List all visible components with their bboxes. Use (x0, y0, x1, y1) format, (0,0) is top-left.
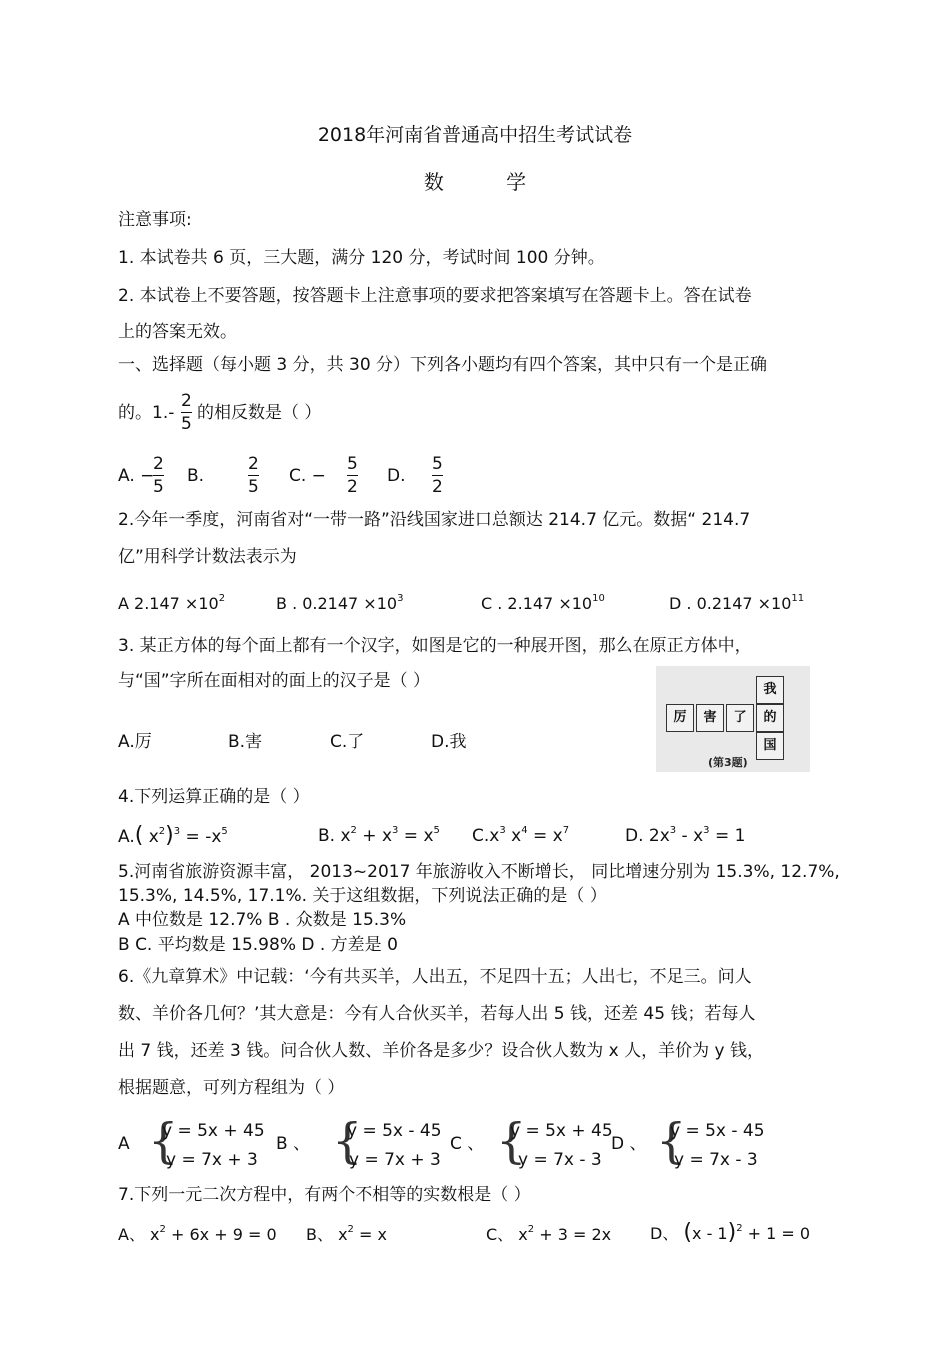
q1-option-d-label: D. (387, 466, 406, 486)
note-1: 1. 本试卷共 6 页，三大题，满分 120 分，考试时间 100 分钟。 (118, 248, 605, 268)
note-2-cont: 上的答案无效。 (118, 322, 237, 342)
q1-option-c-label: C. − (289, 466, 326, 486)
q1-option-c-fraction (347, 454, 358, 497)
q6-option-a-eq2: y = 7x + 3 (166, 1150, 258, 1170)
notes-heading: 注意事项: (118, 210, 192, 230)
q5-stem-line-2: 15.3%, 14.5%, 17.1%. 关于这组数据，下列说法正确的是（ ） (118, 886, 607, 906)
fraction-numerator: 2 (153, 454, 164, 474)
q3-stem-line-1: 3. 某正方体的每个面上都有一个汉字，如图是它的一种展开图，那么在原正方体中， (118, 636, 752, 656)
q2-option-a: A $2.147 \times 10^2$ (118, 593, 226, 613)
q6-stem-line-1: 6.《九章算术》中记载：‘今有共买羊，人出五，不足四十五；人出七，不足三。问人 (118, 967, 752, 987)
fraction-numerator: 2 (248, 454, 259, 474)
q6-option-a-eq1: y = 5x + 45 (162, 1121, 265, 1141)
q7-stem: 7.下列一元二次方程中，有两个不相等的实数根是（ ） (118, 1185, 531, 1205)
q5-options-c-d: B C. 平均数是 15.98% D . 方差是 0 (118, 935, 398, 955)
q6-option-c-brace: { (496, 1113, 527, 1169)
q6-option-d-eq1: y = 5x - 45 (670, 1121, 765, 1141)
net-cell-hai: 害 (696, 704, 724, 732)
figure-caption: (第3题) (708, 756, 748, 769)
q6-option-d-brace: { (656, 1113, 687, 1169)
q5-stem-line-1: 5.河南省旅游资源丰富， 2013~2017 年旅游收入不断增长， 同比增速分别为 15.3%, 12.7%, (118, 862, 840, 882)
fraction-denominator: 5 (181, 414, 192, 434)
q3-stem-line-2: 与“国”字所在面相对的面上的汉子是（ ） (118, 671, 431, 691)
q3-option-a: A.厉 (118, 732, 152, 752)
subject-heading (0, 166, 950, 195)
subject-char-2: 学 (506, 170, 527, 194)
q3-option-c: C.了 (330, 732, 365, 752)
q1-option-b-fraction (248, 454, 259, 497)
q7-option-a: A、 $x^2 + 6x + 9 = 0$ (118, 1224, 277, 1244)
q7-option-c: C、 $x^2 + 3 = 2x$ (486, 1224, 612, 1244)
q6-stem-line-2: 数、羊价各几何？’其大意是：今有人合伙买羊，若每人出 5 钱，还差 45 钱；若每人 (118, 1004, 756, 1024)
q1-stem-start: 的。1.- (118, 403, 175, 423)
q6-option-d-label: D 、 (611, 1134, 647, 1154)
q7-option-b: B、 $x^2 = x$ (306, 1224, 387, 1244)
q6-option-c-eq1: y = 5x + 45 (510, 1121, 613, 1141)
q2-option-b: B . $0.2147 \times 10^3$ (276, 593, 404, 613)
q5-options-a-b: A 中位数是 12.7% B . 众数是 15.3% (118, 910, 407, 930)
net-cell-de: 的 (756, 704, 784, 732)
q2-stem-line-2: 亿”用科学计数法表示为 (118, 547, 297, 567)
fraction-denominator: 2 (347, 477, 358, 497)
q4-option-c: $C.x^3$ $x^4 = x^7$ (472, 825, 570, 846)
q6-option-a-label: A (118, 1134, 130, 1154)
q6-option-a-brace: { (148, 1113, 179, 1169)
q3-option-b: B.害 (228, 732, 263, 752)
q1-fraction (181, 391, 192, 434)
q6-option-b-brace: { (332, 1113, 363, 1169)
q2-stem-line-1: 2.今年一季度，河南省对“一带一路”沿线国家进口总额达 214.7 亿元。数据“ 214.7 (118, 510, 751, 530)
net-cell-guo: 国 (756, 732, 784, 760)
net-cell-le: 了 (726, 704, 754, 732)
q6-stem-line-4: 根据题意，可列方程组为（ ） (118, 1078, 345, 1098)
q4-option-a: A.( $x^2)^3 = -x^5$ (118, 823, 228, 848)
q6-option-c-label: C 、 (450, 1134, 485, 1154)
exam-title: 2018年河南省普通高中招生考试试卷 (317, 124, 633, 146)
q6-option-d-eq2: y = 7x - 3 (674, 1150, 758, 1170)
fraction-denominator: 5 (153, 477, 164, 497)
q6-option-b-eq2: y = 7x + 3 (349, 1150, 441, 1170)
fraction-denominator: 2 (432, 477, 443, 497)
q1-stem-end: 的相反数是（ ） (197, 403, 322, 423)
q6-option-b-label: B 、 (276, 1134, 311, 1154)
section-1-heading: 一、选择题（每小题 3 分，共 30 分）下列各小题均有四个答案，其中只有一个是正确 (118, 355, 768, 375)
q2-option-c: C . $2.147 \times 10^{10}$ (481, 593, 605, 613)
q4-stem: 4.下列运算正确的是（ ） (118, 787, 310, 807)
q6-option-c-eq2: y = 7x - 3 (518, 1150, 602, 1170)
q6-option-b-eq1: y = 5x - 45 (347, 1121, 442, 1141)
q1-option-a-fraction (153, 454, 164, 497)
q1-option-d-fraction (432, 454, 443, 497)
q2-option-d: D . $0.2147 \times 10^{11}$ (669, 593, 805, 613)
q3-option-d: D.我 (431, 732, 467, 752)
q6-stem-line-3: 出 7 钱，还差 3 钱。问合伙人数、羊价各是多少？设合伙人数为 x 人，羊价为 y 钱， (118, 1041, 764, 1061)
fraction-numerator: 5 (432, 454, 443, 474)
net-cell-wo: 我 (756, 676, 784, 704)
fraction-denominator: 5 (248, 477, 259, 497)
q7-option-d: D、 (x - 1)$^2$ + 1 = 0 (650, 1220, 811, 1245)
q4-option-b: B. $x^2 + x^3 = x^5$ (318, 825, 440, 846)
net-cell-li: 厉 (666, 704, 694, 732)
q1-option-a-label: A. − (118, 466, 155, 486)
fraction-numerator: 2 (181, 391, 192, 411)
fraction-numerator: 5 (347, 454, 358, 474)
subject-char-1: 数 (423, 170, 444, 194)
note-2: 2. 本试卷上不要答题，按答题卡上注意事项的要求把答案填写在答题卡上。答在试卷 (118, 286, 752, 306)
q1-option-b-label: B. (187, 466, 205, 486)
q4-option-d: D. $2x^3 - x^3 = 1$ (625, 825, 746, 846)
cube-net-figure (656, 666, 810, 772)
